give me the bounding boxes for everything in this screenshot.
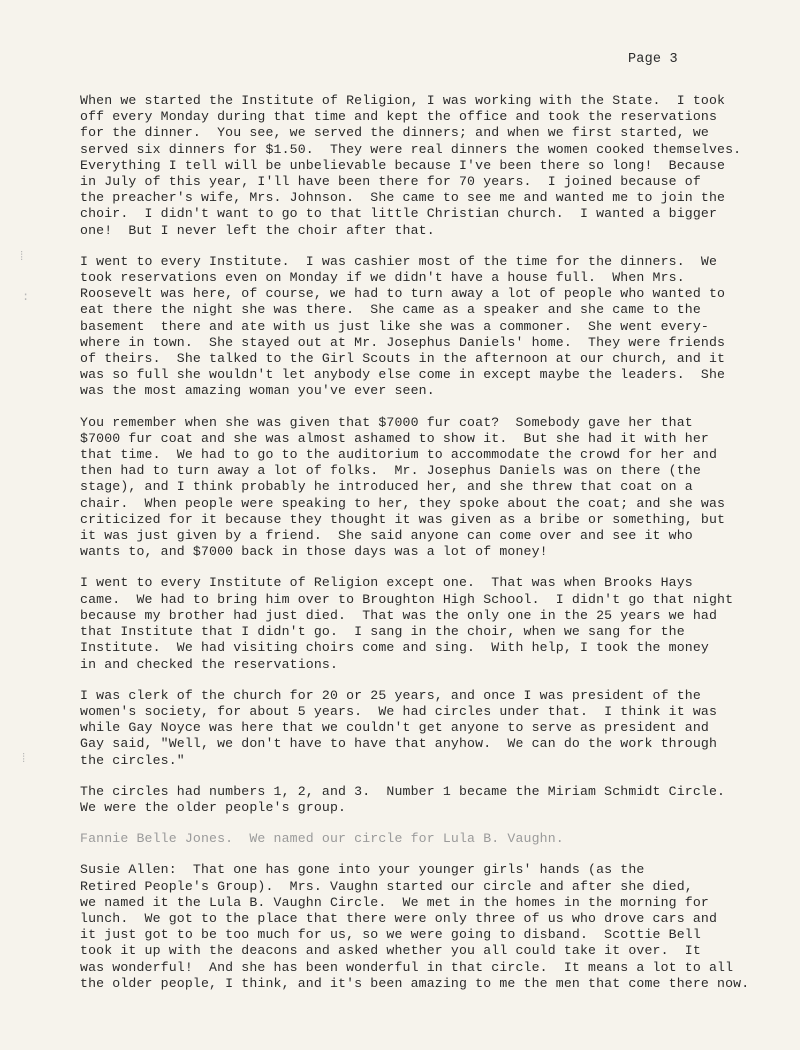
margin-mark: ⁞ bbox=[18, 250, 26, 264]
text-line: served six dinners for $1.50. They were real dinners the women cooked themselves. bbox=[80, 141, 742, 157]
text-line: stage), and I think probably he introduced her, and she threw that coat on a bbox=[80, 479, 693, 495]
paragraph bbox=[80, 575, 770, 672]
paragraph bbox=[80, 862, 770, 992]
text-line: choir. I didn't want to go to that little Christian church. I wanted a bigger bbox=[80, 206, 718, 222]
text-line: I went to every Institute of Religion except one. That was when Brooks Hays bbox=[80, 575, 693, 591]
text-line: one! But I never left the choir after that. bbox=[80, 222, 435, 238]
paragraph bbox=[80, 784, 770, 816]
text-line: where in town. She stayed out at Mr. Josephus Daniels' home. They were friends bbox=[80, 334, 726, 350]
text-line: in July of this year, I'll have been there for 70 years. I joined because of bbox=[80, 174, 701, 190]
text-line: women's society, for about 5 years. We had circles under that. I think it was bbox=[80, 703, 718, 719]
text-line: $7000 fur coat and she was almost ashamed to show it. But she had it with her bbox=[80, 430, 709, 446]
text-line: Institute. We had visiting choirs come and sing. With help, I took the money bbox=[80, 640, 709, 656]
text-line: the older people, I think, and it's been amazing to me the men that come there now. bbox=[80, 975, 750, 991]
text-line: was wonderful! And she has been wonderful in that circle. It means a lot to all bbox=[80, 959, 734, 975]
text-line: lunch. We got to the place that there were only three of us who drove cars and bbox=[80, 910, 718, 926]
paragraph bbox=[80, 415, 770, 561]
margin-mark: ⁞ bbox=[20, 752, 28, 766]
text-line: Susie Allen: That one has gone into your younger girls' hands (as the bbox=[80, 862, 645, 878]
text-line: Gay said, "Well, we don't have to have that anyhow. We can do the work through bbox=[80, 736, 718, 752]
text-line: Roosevelt was here, of course, we had to turn away a lot of people who wanted to bbox=[80, 286, 726, 302]
text-line: You remember when she was given that $7000 fur coat? Somebody gave her that bbox=[80, 414, 693, 430]
text-line: while Gay Noyce was here that we couldn't get anyone to serve as president and bbox=[80, 720, 709, 736]
text-line: the preacher's wife, Mrs. Johnson. She came to see me and wanted me to join the bbox=[80, 190, 726, 206]
paragraph bbox=[80, 93, 770, 239]
text-line: of theirs. She talked to the Girl Scouts in the afternoon at our church, and it bbox=[80, 351, 726, 367]
text-line: it was just given by a friend. She said anyone can come over and see it who bbox=[80, 528, 693, 544]
text-line: the circles." bbox=[80, 752, 185, 768]
paragraph bbox=[80, 831, 770, 847]
text-line: that Institute that I didn't go. I sang in the choir, when we sang for the bbox=[80, 624, 685, 640]
text-line: we named it the Lula B. Vaughn Circle. We met in the homes in the morning for bbox=[80, 894, 709, 910]
text-line: Fannie Belle Jones. We named our circle for Lula B. Vaughn. bbox=[80, 831, 564, 847]
text-line: When we started the Institute of Religion, I was working with the State. I took bbox=[80, 93, 726, 108]
paragraph bbox=[80, 688, 770, 769]
text-line: took reservations even on Monday if we didn't have a house full. When Mrs. bbox=[80, 270, 685, 286]
text-line: I was clerk of the church for 20 or 25 years, and once I was president of the bbox=[80, 687, 701, 703]
text-line: because my brother had just died. That was the only one in the 25 years we had bbox=[80, 607, 718, 623]
text-line: was the most amazing woman you've ever seen. bbox=[80, 383, 435, 399]
text-line: I went to every Institute. I was cashier most of the time for the dinners. We bbox=[80, 253, 718, 269]
paragraph bbox=[80, 254, 770, 400]
text-line: that time. We had to go to the auditorium to accommodate the crowd for her and bbox=[80, 447, 718, 463]
text-line: took it up with the deacons and asked whether you all could take it over. It bbox=[80, 943, 701, 959]
text-line: Everything I tell will be unbelievable because I've been there so long! Because bbox=[80, 157, 726, 173]
text-line: then had to turn away a lot of folks. Mr. Josephus Daniels was on there (the bbox=[80, 463, 701, 479]
text-line: came. We had to bring him over to Broughton High School. I didn't go that night bbox=[80, 591, 734, 607]
text-line: chair. When people were speaking to her, they spoke about the coat; and she was bbox=[80, 495, 726, 511]
text-line: wants to, and $7000 back in those days was a lot of money! bbox=[80, 544, 548, 560]
text-line: for the dinner. You see, we served the dinners; and when we first started, we bbox=[80, 125, 709, 141]
margin-mark: : bbox=[22, 290, 30, 304]
text-line: it just got to be too much for us, so we were going to disband. Scottie Bell bbox=[80, 927, 701, 943]
document-body bbox=[80, 93, 770, 1007]
text-line: in and checked the reservations. bbox=[80, 656, 339, 672]
text-line: The circles had numbers 1, 2, and 3. Number 1 became the Miriam Schmidt Circle. bbox=[80, 783, 726, 799]
text-line: basement there and ate with us just like she was a commoner. She went every- bbox=[80, 318, 709, 334]
text-line: eat there the night she was there. She came as a speaker and she came to the bbox=[80, 302, 701, 318]
text-line: We were the older people's group. bbox=[80, 799, 347, 815]
text-line: off every Monday during that time and kept the office and took the reservations bbox=[80, 109, 718, 125]
text-line: Retired People's Group). Mrs. Vaughn started our circle and after she died, bbox=[80, 878, 693, 894]
text-line: was so full she wouldn't let anybody else come in except maybe the leaders. She bbox=[80, 367, 726, 383]
page-number: Page 3 bbox=[628, 52, 678, 67]
text-line: criticized for it because they thought it was given as a bribe or something, but bbox=[80, 511, 726, 527]
